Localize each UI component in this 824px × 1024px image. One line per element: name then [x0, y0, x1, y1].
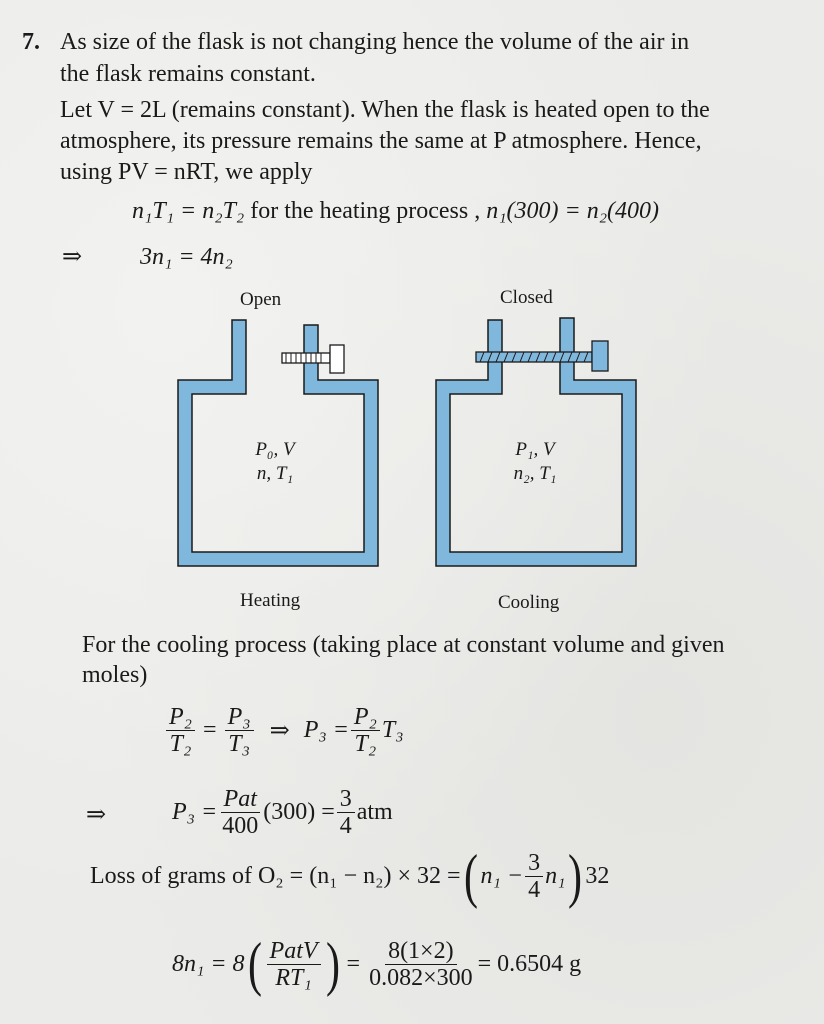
p3-result-frac: $\frac{3}{4}$	[337, 786, 355, 839]
closed-label: Closed	[500, 287, 553, 308]
final-result: = 0.6504 g	[477, 950, 582, 977]
right-flask-line2: n₂, T₁	[513, 463, 557, 484]
loss-frac: $\frac{3}{4}$	[525, 850, 543, 903]
ratio-expr: 3n₁ = 4n₂	[140, 244, 233, 270]
para3-line2: moles)	[82, 662, 148, 688]
left-flask-state	[240, 438, 310, 486]
final-lhs: 8n₁ = 8	[172, 950, 245, 977]
closed-flask-screw	[476, 352, 592, 362]
para2-line2: atmosphere, its pressure remains the same at P atmosphere. Hence,	[60, 128, 702, 154]
para3-line1: For the cooling process (taking place at constant volume and given	[82, 632, 725, 658]
heating-label: Heating	[240, 590, 301, 611]
left-flask-line2: n, T₁	[256, 463, 294, 484]
cooling-label: Cooling	[498, 592, 560, 613]
cooling-equation: $\frac{\text{P₂}}{\text{T₂}}$ = $\frac{\text{P₃}}{\text{T₃}}$ ⇒ P₃ = $\frac{\text{P₂}}{\text{T₂}}$ T₃	[164, 704, 404, 757]
para1-line2: the flask remains constant.	[60, 61, 316, 87]
ratio-arrow: ⇒	[62, 244, 83, 270]
loss-text: Loss of grams of O₂ = (n₁ − n₂) × 32 =	[90, 862, 461, 889]
p3-mid: (300) =	[263, 799, 335, 825]
heating-eq-text: for the heating process ,	[250, 198, 481, 224]
loss-tail: 32	[585, 862, 610, 889]
heating-eq-rhs: n₁(300) = n₂(400)	[486, 198, 660, 224]
para2-line1: Let V = 2L (remains constant). When the flask is heated open to the	[60, 97, 710, 123]
p3-arrow: ⇒	[86, 802, 107, 828]
right-flask-state	[500, 438, 570, 486]
cooling-arrow: ⇒	[269, 718, 290, 744]
loss-inner-a: n₁ −	[480, 862, 524, 889]
closed-flask-knob	[592, 341, 608, 371]
final-frac-2: $\frac{8(1\times 2)}{0.082\times 300}$	[369, 937, 473, 991]
final-equation: 8n₁ = 8 ( $\frac{\text{PatV}}{\text{RT₁}}$ ) = $\frac{8(1\times 2)}{0.082\times 300}$ = 0.6504 g	[172, 931, 582, 997]
p3-unit: atm	[356, 799, 393, 825]
cooling-t3: T₃	[381, 717, 404, 743]
open-flask-knob	[330, 345, 344, 373]
final-frac-1: $\frac{\text{PatV}}{\text{RT₁}}$	[267, 938, 321, 991]
heating-eq-lhs: n₁T₁ = n₂T₂	[132, 198, 245, 224]
p3-frac: $\frac{\text{Pat}}{400}$	[222, 786, 259, 839]
para2-line3: using PV = nRT, we apply	[60, 159, 313, 185]
open-label: Open	[240, 289, 282, 310]
cooling-frac-1: $\frac{\text{P₂}}{\text{T₂}}$	[166, 704, 195, 757]
left-flask-line1: P₀, V	[255, 439, 295, 460]
problem-number: 7.	[22, 29, 40, 55]
p3-equation	[172, 786, 393, 839]
cooling-p3: P₃ =	[303, 717, 349, 743]
p3-lhs: P₃ =	[172, 799, 218, 825]
loss-inner-b: n₁	[545, 862, 566, 889]
right-flask-line1: P₁, V	[515, 439, 555, 460]
para1-line1: As size of the flask is not changing hence the volume of the air in	[60, 29, 690, 55]
loss-equation: Loss of grams of O₂ = (n₁ − n₂) × 32 = ( n₁ − $\frac{3}{4}$ n₁ ) 32	[90, 843, 610, 909]
final-eq: =	[346, 950, 361, 977]
cooling-frac-3: $\frac{\text{P₂}}{\text{T₂}}$	[351, 704, 380, 757]
cooling-frac-2: $\frac{\text{P₃}}{\text{T₃}}$	[225, 704, 254, 757]
